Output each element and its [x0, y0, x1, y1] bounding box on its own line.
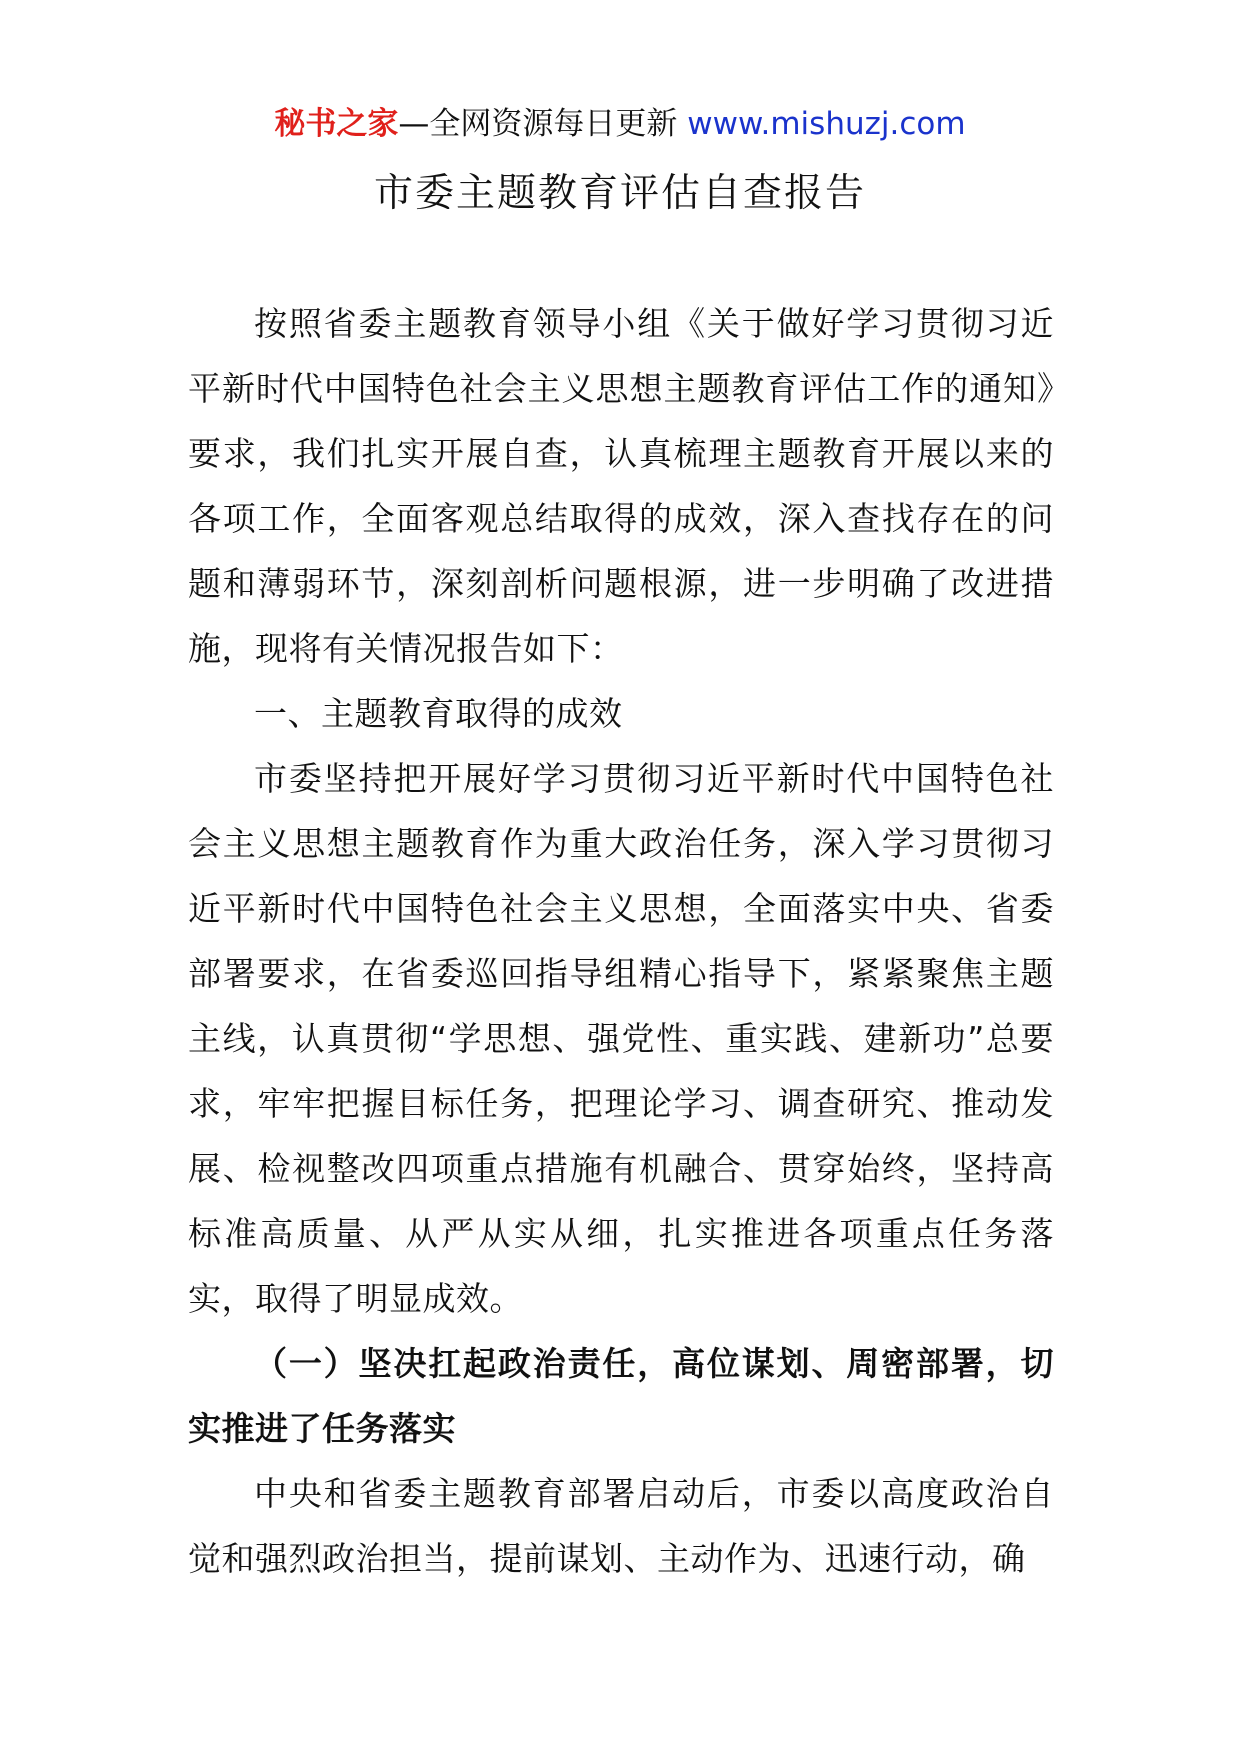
subsection-1-paragraph: 中央和省委主题教育部署启动后，市委以高度政治自觉和强烈政治担当，提前谋划、主动作为、迅速行动，确: [188, 1474, 1054, 1578]
section-heading-1: 一、主题教育取得的成效: [254, 694, 623, 733]
site-banner: [0, 102, 1240, 146]
document-body: [188, 291, 1054, 1591]
subsection-heading-1: （一）坚决扛起政治责任，高位谋划、周密部署，切实推进了任务落实: [188, 1344, 1054, 1448]
brand-name: 秘书之家: [274, 106, 399, 142]
document-title: 市委主题教育评估自查报告: [373, 171, 866, 216]
site-url-link[interactable]: www.mishuzj.com: [687, 106, 966, 142]
section-1-paragraph: 市委坚持把开展好学习贯彻习近平新时代中国特色社会主义思想主题教育作为重大政治任务，深入学习贯彻习近平新时代中国特色社会主义思想，全面落实中央、省委部署要求，在省委巡回指导组精心指导下，紧紧聚焦主题主线，认真贯彻“学思想、强党性、重实践、建新功”总要求，牢牢把握目标任务，把理论学习、调查研究、推动发展、检视整改四项重点措施有机融合、贯穿始终，坚持高标准高质量、从严从实从细，扎实推进各项重点任务落实，取得了明显成效。: [188, 759, 1054, 1318]
intro-paragraph: 按照省委主题教育领导小组《关于做好学习贯彻习近平新时代中国特色社会主义思想主题教育评估工作的通知》要求，我们扎实开展自查，认真梳理主题教育开展以来的各项工作，全面客观总结取得的成效，深入查找存在的问题和薄弱环节，深刻剖析问题根源，进一步明确了改进措施，现将有关情况报告如下：: [188, 304, 1054, 668]
banner-tagline: —全网资源每日更新: [398, 106, 688, 142]
